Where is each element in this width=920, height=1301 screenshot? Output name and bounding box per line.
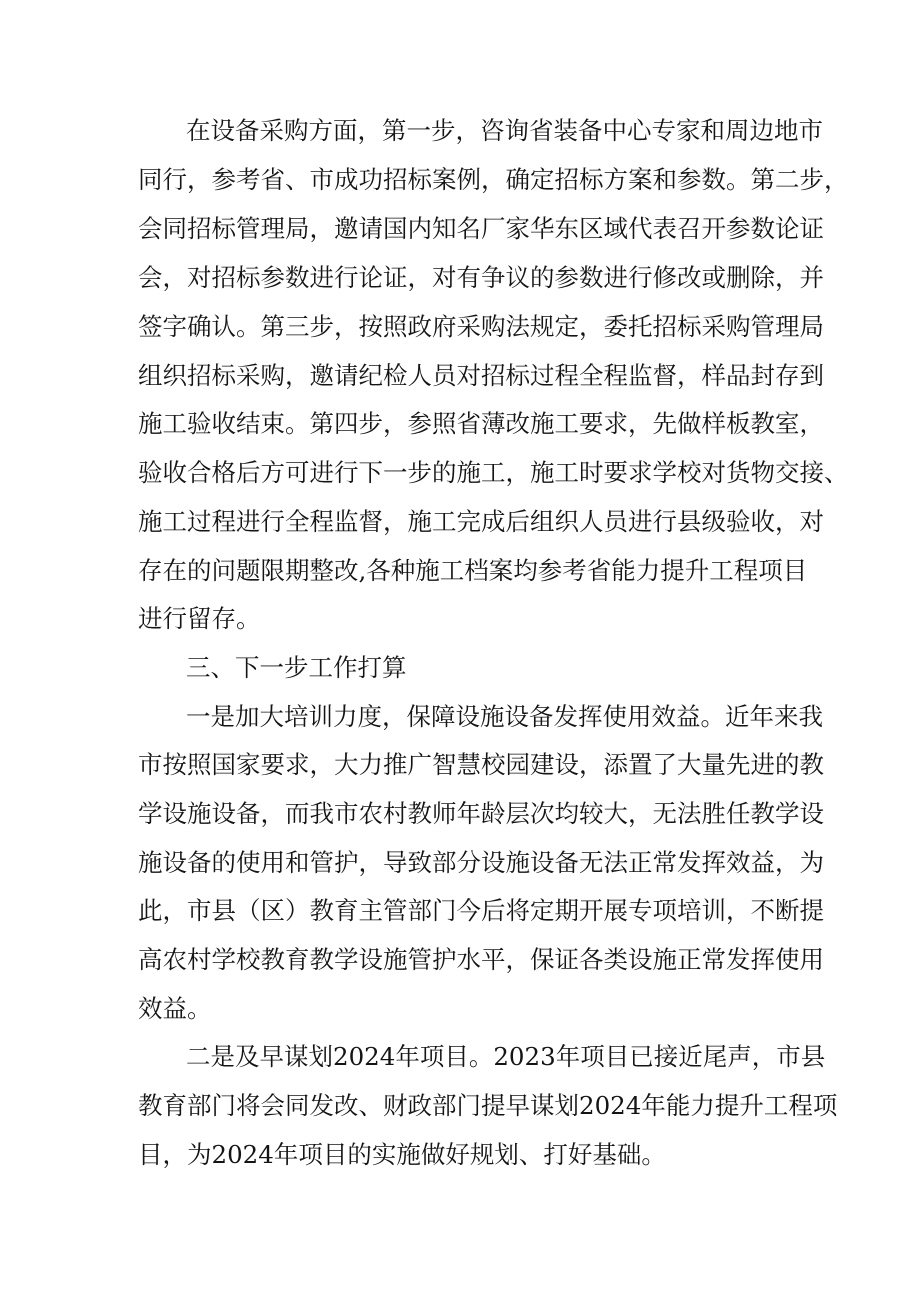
paragraph-planning-line: 目，为2024年项目的实施做好规划、打好基础。 — [138, 1140, 666, 1169]
paragraph-training-line: 市按照国家要求，大力推广智慧校园建设，添置了大量先进的教 — [138, 750, 824, 779]
paragraph-equipment-line: 施工过程进行全程监督，施工完成后组织人员进行县级验收，对 — [138, 507, 824, 536]
paragraph-training-line: 高农村学校教育教学设施管护水平，保证各类设施正常发挥使用 — [138, 945, 824, 974]
paragraph-planning-line: 二是及早谋划2024年项目。2023年项目已接近尾声，市县 — [186, 1042, 826, 1071]
paragraph-planning-line: 教育部门将会同发改、财政部门提早谋划2024年能力提升工程项 — [138, 1091, 838, 1120]
paragraph-training-line: 效益。 — [138, 994, 212, 1023]
paragraph-training-line: 一是加大培训力度，保障设施设备发挥使用效益。近年来我 — [186, 702, 823, 731]
section-heading: 三、下一步工作打算 — [186, 653, 407, 682]
paragraph-equipment-line: 签字确认。第三步，按照政府采购法规定，委托招标采购管理局 — [138, 312, 824, 341]
paragraph-equipment-line: 进行留存。 — [138, 604, 261, 633]
paragraph-equipment-line: 验收合格后方可进行下一步的施工，施工时要求学校对货物交接、 — [138, 458, 849, 487]
paragraph-equipment-line: 在设备采购方面，第一步，咨询省装备中心专家和周边地市 — [186, 116, 823, 145]
paragraph-training-line: 此，市县（区）教育主管部门今后将定期开展专项培训，不断提 — [138, 896, 824, 925]
paragraph-training-line: 学设施设备，而我市农村教师年龄层次均较大，无法胜任教学设 — [138, 799, 824, 828]
paragraph-equipment-line: 施工验收结束。第四步，参照省薄改施工要求，先做样板教室， — [138, 409, 824, 438]
paragraph-equipment-line: 会同招标管理局，邀请国内知名厂家华东区域代表召开参数论证 — [138, 214, 824, 243]
paragraph-equipment-line: 存在的问题限期整改,各种施工档案均参考省能力提升工程项目 — [138, 556, 808, 585]
paragraph-equipment-line: 组织招标采购，邀请纪检人员对招标过程全程监督，样品封存到 — [138, 361, 824, 390]
paragraph-training-line: 施设备的使用和管护，导致部分设施设备无法正常发挥效益，为 — [138, 848, 824, 877]
paragraph-equipment-line: 同行，参考省、市成功招标案例，确定招标方案和参数。第二步， — [138, 165, 849, 194]
paragraph-equipment-line: 会，对招标参数进行论证，对有争议的参数进行修改或删除，并 — [138, 263, 824, 292]
